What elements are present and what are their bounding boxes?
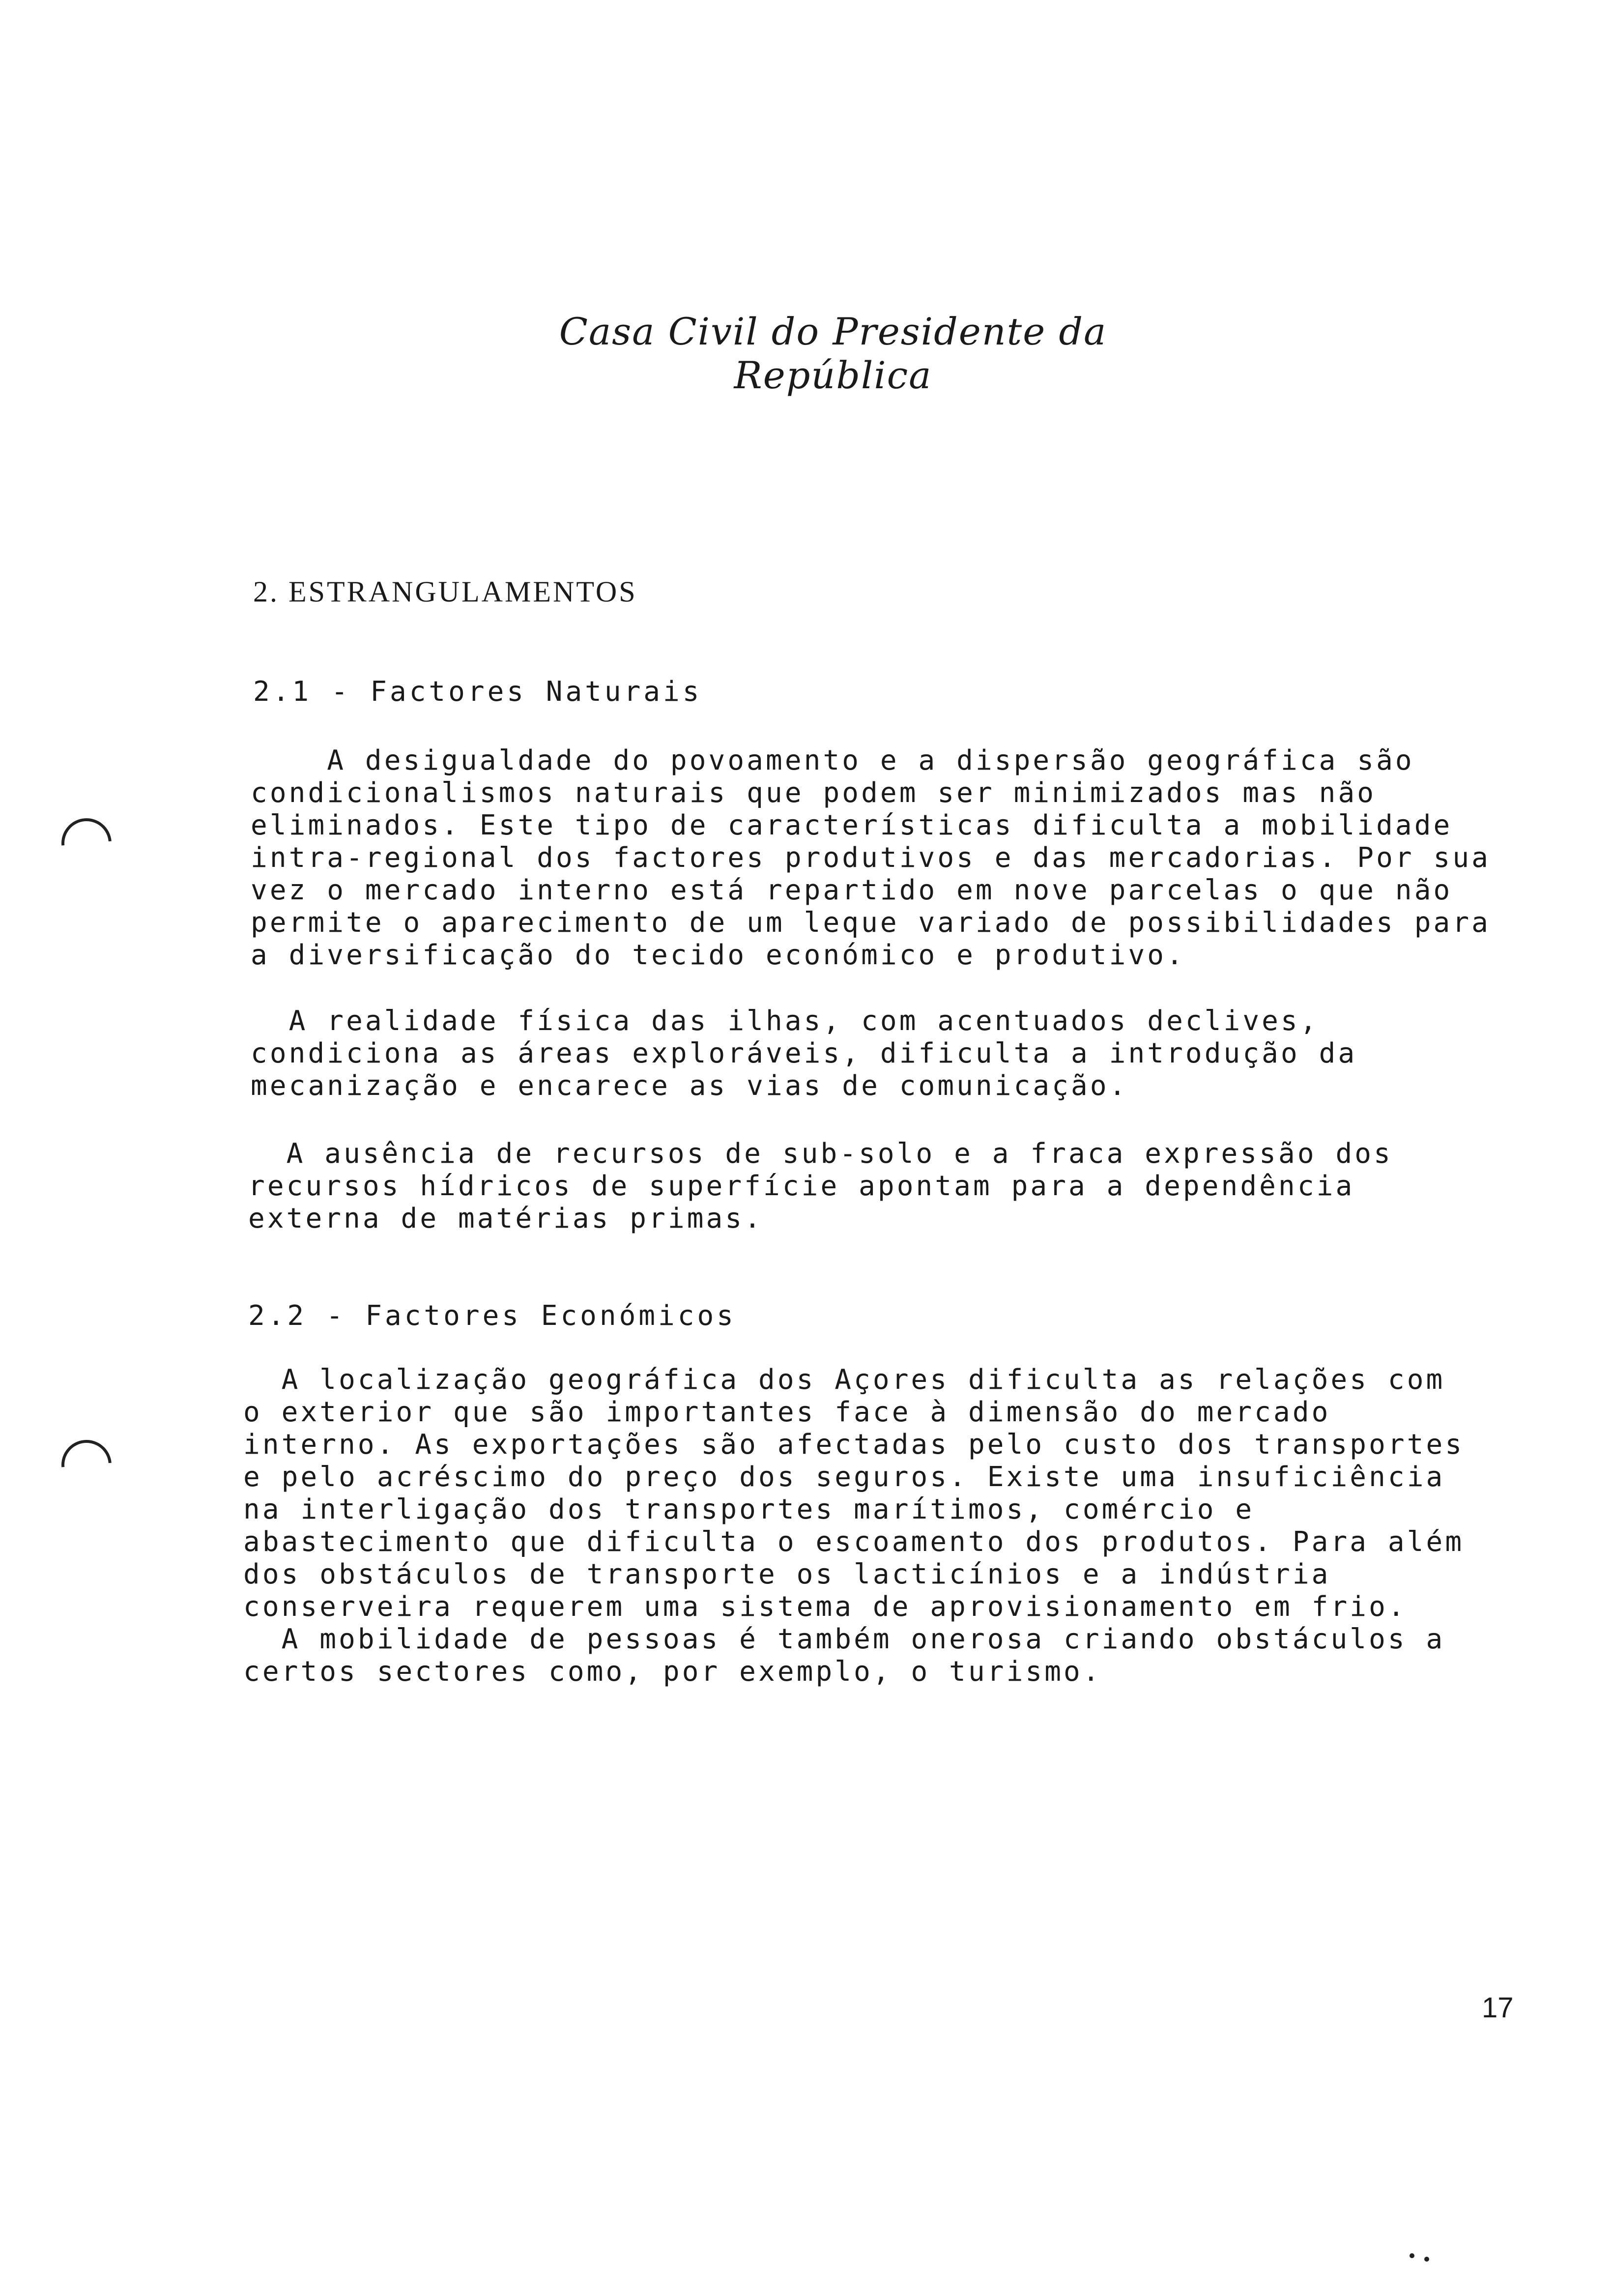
text-line: intra-regional dos factores produtivos e das mercadorias. Por sua <box>251 842 1491 874</box>
text-line: interno. As exportações são afectadas pelo custo dos transportes <box>243 1429 1465 1461</box>
paragraph <box>248 1138 1467 1235</box>
text-line: certos sectores como, por exemplo, o turismo. <box>243 1656 1102 1688</box>
text-line: conserveira requerem uma sistema de aprovisionamento em frio. <box>243 1591 1407 1623</box>
subsection-title-2-2: 2.2 - Factores Económicos <box>248 1300 736 1332</box>
text-line: eliminados. Este tipo de características dificulta a mobilidade <box>251 809 1453 841</box>
text-line: mecanização e encarece as vias de comunicação. <box>251 1070 1128 1102</box>
paragraph <box>243 1364 1546 1688</box>
text-line: abastecimento que dificulta o escoamento dos produtos. Para além <box>243 1526 1465 1558</box>
text-line: o exterior que são importantes face à dimensão do mercado <box>243 1396 1331 1428</box>
text-line: na interligação dos transportes marítimos, comércio e <box>243 1493 1255 1525</box>
text-line: condiciona as áreas exploráveis, dificulta a introdução da <box>251 1037 1357 1069</box>
scan-speck <box>1410 2253 1414 2258</box>
text-line: externa de matérias primas. <box>248 1203 764 1234</box>
page-number: 17 <box>1482 1992 1514 2024</box>
subsection-title-2-1: 2.1 - Factores Naturais <box>253 676 702 708</box>
text-line: A localização geográfica dos Açores dificulta as relações com <box>243 1364 1445 1396</box>
section-title: 2. ESTRANGULAMENTOS <box>253 575 637 608</box>
text-line: A desigualdade do povoamento e a dispersão geográfica são <box>251 745 1414 776</box>
text-line: e pelo acréscimo do preço dos seguros. Existe uma insuficiência <box>243 1461 1445 1493</box>
text-line: A mobilidade de pessoas é também onerosa criando obstáculos a <box>243 1623 1445 1655</box>
text-line: A ausência de recursos de sub-solo e a fraca expressão dos <box>248 1138 1393 1170</box>
text-line: dos obstáculos de transporte os lacticínios e a indústria <box>243 1558 1331 1590</box>
text-line: vez o mercado interno está repartido em nove parcelas o que não <box>251 874 1453 906</box>
text-line: a diversificação do tecido económico e produtivo. <box>251 939 1185 971</box>
paragraph <box>251 1005 1396 1102</box>
text-line: condicionalismos naturais que podem ser minimizados mas não <box>251 777 1377 809</box>
text-line: recursos hídricos de superfície apontam para a dependência <box>248 1170 1355 1202</box>
letterhead: Casa Civil do Presidente da República <box>559 310 1107 397</box>
punch-hole-mark <box>51 808 122 879</box>
scan-speck <box>1424 2257 1429 2262</box>
punch-hole-mark <box>51 1430 122 1500</box>
text-line: A realidade física das ilhas, com acentuados declives, <box>251 1005 1319 1037</box>
paragraph <box>251 745 1543 972</box>
text-line: permite o aparecimento de um leque variado de possibilidades para <box>251 907 1491 939</box>
